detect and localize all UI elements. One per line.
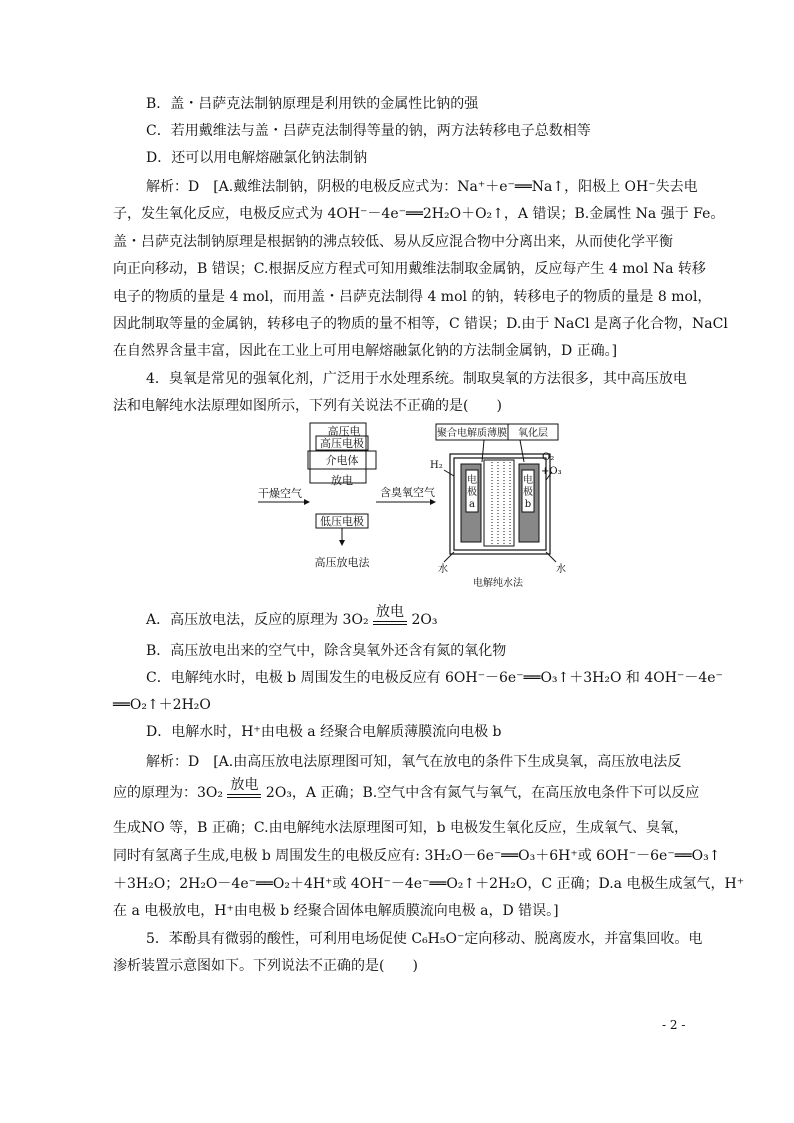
q3-analysis-line: 电子的物质的量是 4 mol，而用盖・吕萨克法制得 4 mol 的钠，转移电子的物质的量是 8 mol， [113,289,712,305]
electrode-b-char: 极 [523,487,533,498]
q4-option-a [146,604,438,630]
dry-air-label: 干燥空气 [258,487,302,500]
q3-analysis-line: 盖・吕萨克法制钠原理是根据钠的沸点较低、易从反应混合物中分离出来，从而使化学平衡 [113,234,673,250]
q3-analysis-line: 因此制取等量的金属钠，转移电子的物质的量不相等，C 错误；D.由于 NaCl 是离子化合物，NaCl [113,316,728,332]
q4-figure [240,420,580,592]
q4-option-a-text: A．高压放电法，反应的原理为 3O₂ [146,612,369,628]
q3-analysis-line: 解析：D [A.戴维法制钠，阴极的电极反应式为：Na⁺＋e⁻══Na↑，阳极上 OH⁻失去电 [146,179,698,195]
page-number: - 2 - [662,1018,686,1032]
q4-analysis-line: 在 a 电极放电，H⁺由电极 b 经聚合固体电解质膜流向电极 a，D 错误。] [113,903,559,919]
water-inlet-right: 水 [556,564,566,575]
discharge-condition-arrow [373,604,407,630]
q5-stem-line: 5．苯酚具有微弱的酸性，可利用电场促使 C₆H₅O⁻定向移动、脱离废水，并富集回收。电 [146,931,703,947]
q4-analysis-line: 生成NO 等，B 正确；C.由电解纯水法原理图可知，b 电极发生氧化反应，生成氧气、臭氧， [113,820,688,836]
q4-analysis-eq-text: 应的原理为：3O₂ [113,785,223,801]
discharge-condition-label: 放电 [230,777,259,793]
q3-option-d: D．还可以用电解熔融氯化钠法制钠 [146,150,368,166]
oxygen-label: O₂ [542,452,555,463]
dielectric-label: 介电体 [325,454,359,467]
high-voltage-discharge-diagram [258,423,436,569]
q3-analysis-line: 在自然界含量丰富，因此在工业上可用电解熔融氯化钠的方法制金属钠，D 正确。] [113,343,618,359]
electrode-b-char: 电 [523,475,533,486]
high-voltage-electrode-label: 高压电极 [320,437,364,450]
electrode-b-char: b [524,499,532,510]
high-voltage-label: 高压电 [327,425,361,438]
q4-analysis-line: 解析：D [A.由高压放电法原理图可知，氧气在放电的条件下生成臭氧，高压放电法反 [146,754,682,770]
water-inlet-left: 水 [438,564,448,575]
q4-option-a-product: 2O₃ [411,612,438,628]
q4-stem-line: 法和电解纯水法原理如图所示，下列有关说法不正确的是( ) [113,398,502,414]
q4-analysis-line: 同时有氢离子生成,电极 b 周围发生的电极反应有: 3H₂O－6e⁻══O₃＋6H⁺或 6OH⁻－6e⁻══O₃↑ [113,848,721,864]
polymer-membrane-label: 聚合电解质薄膜 [437,428,507,439]
pure-water-electrolysis-diagram [430,424,566,589]
oxide-layer-label: 氧化层 [518,428,548,439]
q4-option-c-line: ══O₂↑＋2H₂O [113,697,211,713]
q3-option-b: B．盖・吕萨克法制钠原理是利用铁的金属性比钠的强 [146,96,479,112]
q4-option-b: B．高压放电出来的空气中，除含臭氧外还含有氮的氧化物 [146,643,507,659]
q4-option-c-line: C．电解纯水时，电极 b 周围发生的电极反应有 6OH⁻－6e⁻══O₃↑＋3H₂O 和 4OH⁻－4e⁻ [146,670,723,686]
q3-analysis-line: 向正向移动，B 错误；C.根据反应方程式可知用戴维法制取金属钠，反应每产生 4 mol Na 转移 [113,261,706,277]
discharge-condition-label: 放电 [376,604,405,620]
q5-stem-line: 渗析装置示意图如下。下列说法不正确的是( ) [113,958,418,974]
discharge-condition-arrow [227,777,261,803]
q4-option-d: D．电解水时，H⁺由电极 a 经聚合电解质薄膜流向电极 b [146,724,502,740]
q4-analysis-line: ＋3H₂O；2H₂O－4e⁻══O₂＋4H⁺或 4OH⁻－4e⁻══O₂↑＋2H₂O，C 正确；D.a 电极生成氢气，H⁺ [113,876,745,892]
q4-analysis-line [113,777,700,803]
q4-analysis-eq-rest: 2O₃，A 正确；B.空气中含有氮气与氧气，在高压放电条件下可以反应 [265,785,700,801]
ozone-label: +O₃ [541,466,562,477]
q3-option-c: C．若用戴维法与盖・吕萨克法制得等量的钠，两方法转移电子总数相等 [146,123,591,139]
high-voltage-discharge-caption: 高压放电法 [314,556,370,569]
hydrogen-label: H₂ [430,460,443,471]
low-voltage-electrode-label: 低压电极 [320,515,364,528]
electrode-a-char: 极 [467,487,477,498]
q3-analysis-line: 子，发生氧化反应，电极反应式为 4OH⁻－4e⁻══2H₂O＋O₂↑，A 错误；B.金属性 Na 强于 Fe。 [113,206,725,222]
discharge-label: 放电 [331,474,353,487]
pure-water-electrolysis-caption: 电解纯水法 [473,578,523,589]
ozone-air-label: 含臭氧空气 [380,486,435,499]
electrode-a-char: a [469,499,475,510]
q4-stem-line: 4．臭氧是常见的强氧化剂，广泛用于水处理系统。制取臭氧的方法很多，其中高压放电 [146,371,687,387]
electrode-a-char: 电 [467,475,477,486]
